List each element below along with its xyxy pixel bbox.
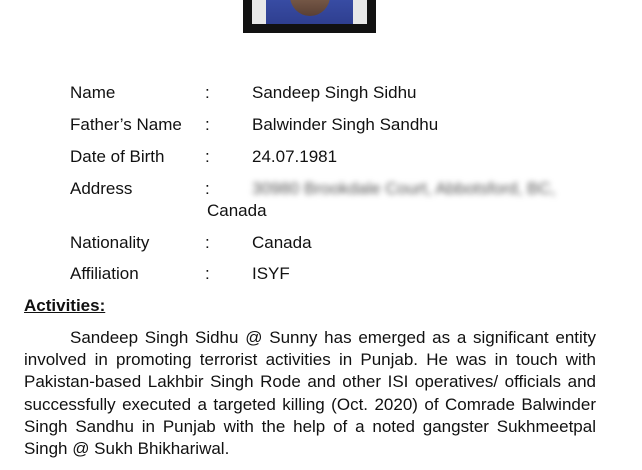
fathers-name-label: Father’s Name — [70, 115, 182, 134]
dob-label: Date of Birth — [70, 147, 165, 166]
activities-paragraph: Sandeep Singh Sidhu @ Sunny has emerged as a significant entity involved in promoting terrorist activities in Punjab. He was in touch with Pakistan-based Lakhbir Singh Rode and other ISI operatives/ officials and successfully executed a targeted killing (Oct. 2020) of Comrade Balwinder Singh Sandhu in Punjab with the help of a noted gangster Sukhmeetpal Singh @ Sukh Bhikhariwal. — [24, 328, 596, 459]
fathers-name-colon: : — [205, 115, 210, 134]
affiliation-colon: : — [205, 264, 210, 283]
address-value: 30980 Brookdale Court, Abbotsford, BC, — [252, 179, 556, 198]
address-label: Address — [70, 179, 133, 198]
name-colon: : — [205, 83, 210, 102]
name-value: Sandeep Singh Sidhu — [252, 83, 417, 102]
person-photo-icon — [252, 0, 367, 24]
dob-value: 24.07.1981 — [252, 147, 338, 166]
affiliation-label: Affiliation — [70, 264, 139, 283]
dob-colon: : — [205, 147, 210, 166]
photo-frame — [243, 0, 376, 33]
nationality-value: Canada — [252, 233, 312, 252]
address-continuation: Canada — [207, 201, 267, 220]
nationality-colon: : — [205, 233, 210, 252]
fathers-name-value: Balwinder Singh Sandhu — [252, 115, 439, 134]
affiliation-value: ISYF — [252, 264, 290, 283]
name-label: Name — [70, 83, 116, 102]
nationality-label: Nationality — [70, 233, 150, 252]
address-colon: : — [205, 179, 210, 198]
activities-heading: Activities: — [24, 296, 106, 315]
